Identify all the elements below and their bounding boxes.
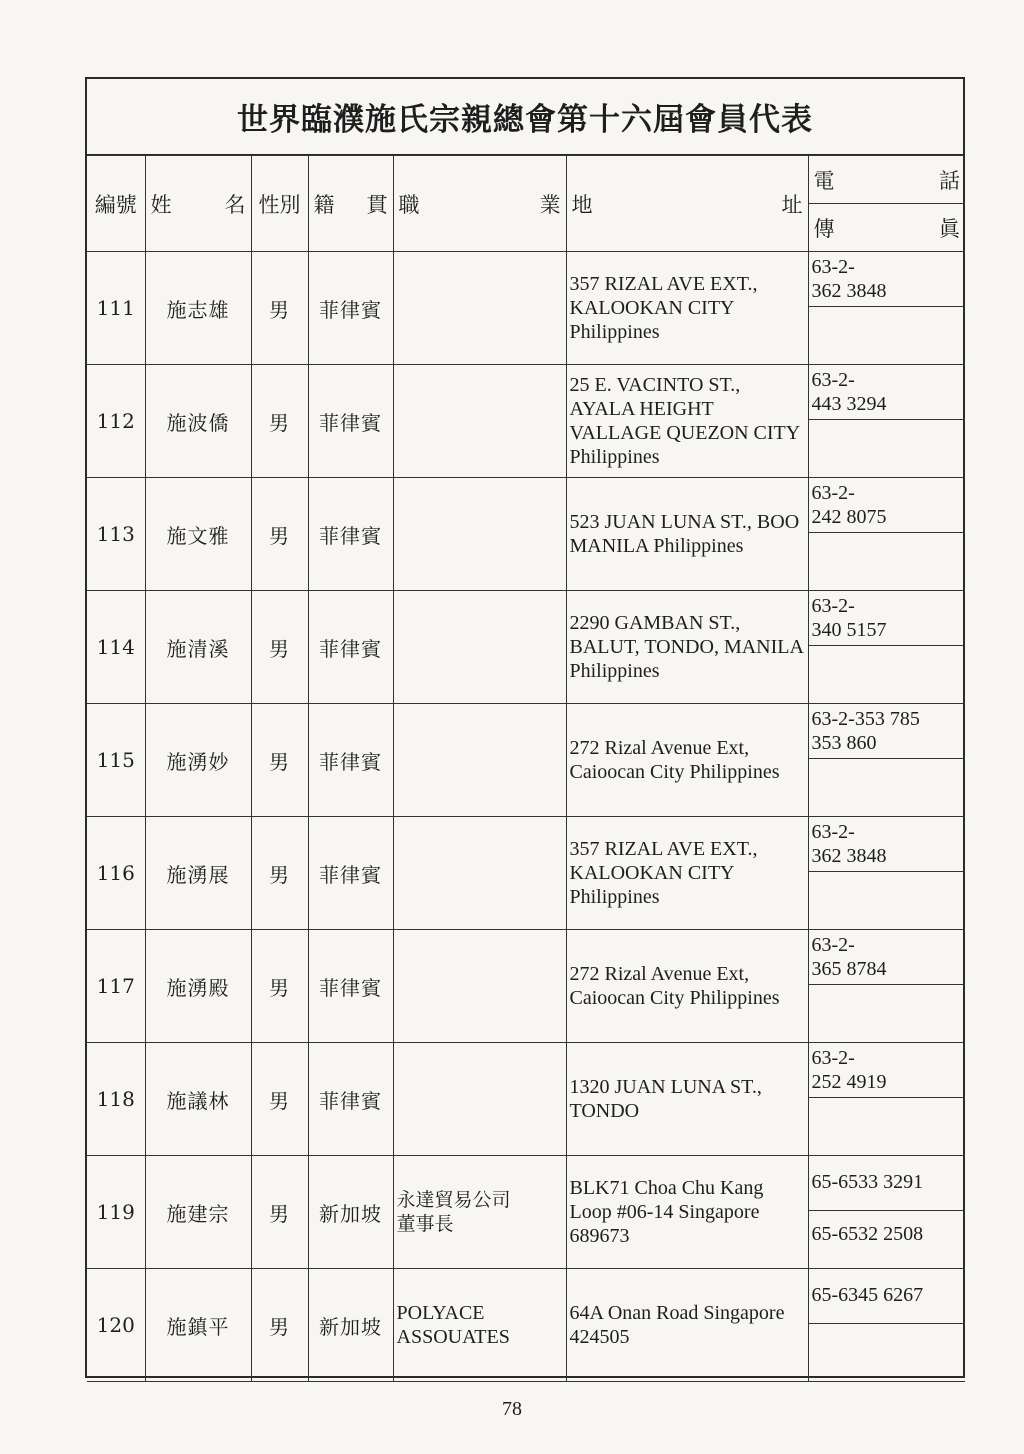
header-row <box>87 156 965 204</box>
cell-phone <box>808 1043 965 1156</box>
cell-job <box>393 591 566 704</box>
page-number: 78 <box>502 1398 522 1420</box>
cell-gender: 男 <box>251 252 308 365</box>
cell-job <box>393 704 566 817</box>
cell-no: 118 <box>87 1043 145 1156</box>
header-job-b: 業 <box>539 192 561 217</box>
cell-phone <box>808 930 965 1043</box>
header-addr-a: 地 <box>571 192 593 217</box>
page-title: 世界臨濮施氏宗親總會第十六屆會員代表 <box>87 79 963 155</box>
cell-fax <box>809 1324 966 1381</box>
member-table-frame <box>85 77 965 1378</box>
cell-name: 施波僑 <box>145 365 251 478</box>
cell-origin: 菲律賓 <box>308 478 393 591</box>
cell-phone <box>808 704 965 817</box>
cell-no: 111 <box>87 252 145 365</box>
cell-name: 施湧妙 <box>145 704 251 817</box>
cell-tel: 63-2- 340 5157 <box>809 591 966 646</box>
cell-name: 施志雄 <box>145 252 251 365</box>
header-fax-a: 傳 <box>813 216 835 241</box>
cell-address: 25 E. VACINTO ST., AYALA HEIGHT VALLAGE QUEZON CITY Philippines <box>566 365 808 478</box>
cell-name: 施清溪 <box>145 591 251 704</box>
cell-address: 1320 JUAN LUNA ST., TONDO <box>566 1043 808 1156</box>
cell-no: 115 <box>87 704 145 817</box>
cell-address: 2290 GAMBAN ST., BALUT, TONDO, MANILA Philippines <box>566 591 808 704</box>
cell-phone <box>808 252 965 365</box>
header-address <box>566 156 808 252</box>
cell-origin: 菲律賓 <box>308 252 393 365</box>
cell-fax <box>809 872 966 929</box>
header-fax <box>808 204 965 252</box>
cell-address: BLK71 Choa Chu Kang Loop #06-14 Singapore 689673 <box>566 1156 808 1269</box>
cell-phone <box>808 817 965 930</box>
cell-phone <box>808 365 965 478</box>
cell-origin: 菲律賓 <box>308 365 393 478</box>
cell-address: 357 RIZAL AVE EXT., KALOOKAN CITY Philippines <box>566 252 808 365</box>
table-row <box>87 365 965 478</box>
cell-phone <box>808 1269 965 1382</box>
header-tel <box>808 156 965 204</box>
header-fax-b: 眞 <box>939 216 960 241</box>
cell-address: 272 Rizal Avenue Ext, Caioocan City Philippines <box>566 704 808 817</box>
header-tel-b: 話 <box>939 168 960 193</box>
header-job <box>393 156 566 252</box>
cell-gender: 男 <box>251 365 308 478</box>
cell-job <box>393 817 566 930</box>
cell-job: 永達貿易公司 董事長 <box>393 1156 566 1269</box>
cell-phone <box>808 1156 965 1269</box>
cell-gender: 男 <box>251 817 308 930</box>
cell-name: 施湧展 <box>145 817 251 930</box>
cell-job <box>393 1043 566 1156</box>
cell-no: 119 <box>87 1156 145 1269</box>
header-no: 編號 <box>87 156 145 252</box>
cell-gender: 男 <box>251 478 308 591</box>
cell-origin: 新加坡 <box>308 1156 393 1269</box>
cell-gender: 男 <box>251 1043 308 1156</box>
table-row <box>87 478 965 591</box>
cell-tel: 63-2-353 785 353 860 <box>809 704 966 759</box>
cell-no: 120 <box>87 1269 145 1382</box>
cell-fax <box>809 1098 966 1155</box>
cell-job <box>393 930 566 1043</box>
header-name-a: 姓 <box>150 192 172 217</box>
cell-no: 114 <box>87 591 145 704</box>
cell-gender: 男 <box>251 704 308 817</box>
header-name <box>145 156 251 252</box>
cell-no: 112 <box>87 365 145 478</box>
cell-origin: 菲律賓 <box>308 1043 393 1156</box>
cell-gender: 男 <box>251 591 308 704</box>
cell-origin: 新加坡 <box>308 1269 393 1382</box>
cell-fax <box>809 307 966 364</box>
table-row <box>87 591 965 704</box>
cell-tel: 65-6533 3291 <box>809 1156 966 1211</box>
cell-fax <box>809 759 966 816</box>
header-name-b: 名 <box>224 192 246 217</box>
table-row <box>87 1043 965 1156</box>
header-gender: 性別 <box>251 156 308 252</box>
cell-tel: 63-2- 362 3848 <box>809 252 966 307</box>
cell-job <box>393 478 566 591</box>
cell-name: 施建宗 <box>145 1156 251 1269</box>
cell-tel: 65-6345 6267 <box>809 1269 966 1324</box>
cell-tel: 63-2- 365 8784 <box>809 930 966 985</box>
cell-origin: 菲律賓 <box>308 930 393 1043</box>
cell-tel: 63-2- 252 4919 <box>809 1043 966 1098</box>
cell-fax <box>809 533 966 590</box>
cell-job: POLYACE ASSOUATES <box>393 1269 566 1382</box>
table-row <box>87 1156 965 1269</box>
table-row <box>87 252 965 365</box>
table-row <box>87 704 965 817</box>
table-row <box>87 1269 965 1382</box>
cell-fax <box>809 420 966 477</box>
cell-origin: 菲律賓 <box>308 704 393 817</box>
header-origin-a: 籍 <box>313 192 335 217</box>
cell-no: 117 <box>87 930 145 1043</box>
cell-address: 64A Onan Road Singapore 424505 <box>566 1269 808 1382</box>
member-table <box>87 155 965 1382</box>
cell-name: 施鎮平 <box>145 1269 251 1382</box>
header-tel-a: 電 <box>813 168 835 193</box>
cell-tel: 63-2- 242 8075 <box>809 478 966 533</box>
cell-address: 357 RIZAL AVE EXT., KALOOKAN CITY Philippines <box>566 817 808 930</box>
cell-fax <box>809 985 966 1042</box>
table-row <box>87 817 965 930</box>
cell-origin: 菲律賓 <box>308 591 393 704</box>
table-row <box>87 930 965 1043</box>
cell-gender: 男 <box>251 1156 308 1269</box>
header-origin <box>308 156 393 252</box>
cell-address: 523 JUAN LUNA ST., BOO MANILA Philippines <box>566 478 808 591</box>
cell-job <box>393 252 566 365</box>
cell-gender: 男 <box>251 1269 308 1382</box>
cell-name: 施議林 <box>145 1043 251 1156</box>
cell-tel: 63-2- 443 3294 <box>809 365 966 420</box>
cell-origin: 菲律賓 <box>308 817 393 930</box>
cell-tel: 63-2- 362 3848 <box>809 817 966 872</box>
cell-no: 116 <box>87 817 145 930</box>
cell-name: 施文雅 <box>145 478 251 591</box>
header-origin-b: 貫 <box>366 192 388 217</box>
cell-address: 272 Rizal Avenue Ext, Caioocan City Philippines <box>566 930 808 1043</box>
cell-no: 113 <box>87 478 145 591</box>
cell-phone <box>808 478 965 591</box>
cell-fax: 65-6532 2508 <box>811 1223 924 1245</box>
cell-name: 施湧殿 <box>145 930 251 1043</box>
cell-gender: 男 <box>251 930 308 1043</box>
cell-job <box>393 365 566 478</box>
cell-fax <box>809 646 966 703</box>
cell-phone <box>808 591 965 704</box>
header-addr-b: 址 <box>781 192 803 217</box>
header-job-a: 職 <box>398 192 420 217</box>
